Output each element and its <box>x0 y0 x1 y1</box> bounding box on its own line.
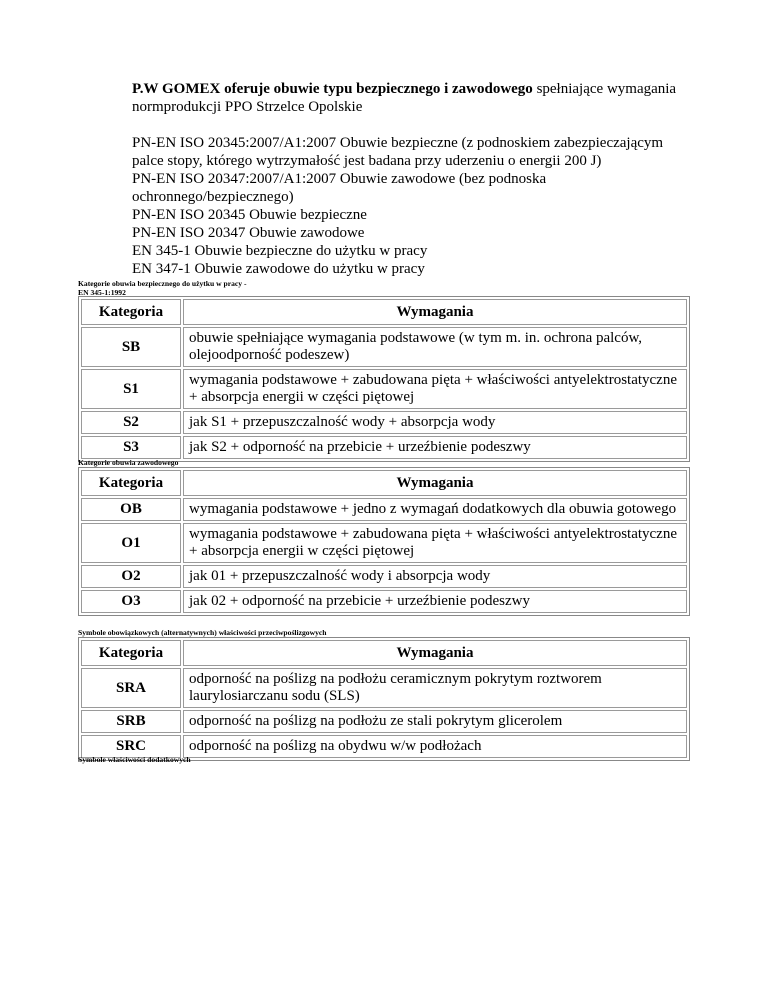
header-wymagania: Wymagania <box>183 299 687 325</box>
standard-item: EN 347-1 Obuwie zawodowe do użytku w pracy <box>132 261 425 277</box>
table-caption-antislip: Symbole obowiązkowych (alternatywnych) właściwości przeciwpoślizgowych <box>78 628 327 637</box>
table-row <box>81 411 687 434</box>
table-row <box>81 590 687 613</box>
footer-caption: Symbole właściwości dodatkowych <box>78 755 191 764</box>
table-caption-safety: Kategorie obuwia bezpiecznego do użytku w pracy - EN 345-1:1992 <box>78 279 247 297</box>
requirement-cell: odporność na poślizg na podłożu ze stali pokrytym glicerolem <box>183 710 687 733</box>
requirement-cell: odporność na poślizg na podłożu ceramicznym pokrytym roztworem laurylosiarczanu sodu (SLS) <box>183 668 687 708</box>
category-cell: SRB <box>81 710 181 733</box>
header-kategoria: Kategoria <box>81 299 181 325</box>
requirement-cell: wymagania podstawowe + zabudowana pięta + właściwości antyelektrostatyczne + absorpcja energii w części piętowej <box>183 523 687 563</box>
header-kategoria: Kategoria <box>81 470 181 496</box>
table-header-row <box>81 640 687 666</box>
table-row <box>81 523 687 563</box>
standards-list <box>132 134 692 278</box>
table-row <box>81 565 687 588</box>
requirement-cell: odporność na poślizg na obydwu w/w podłożach <box>183 735 687 758</box>
requirement-cell: wymagania podstawowe + jedno z wymagań dodatkowych dla obuwia gotowego <box>183 498 687 521</box>
company-name: P.W GOMEX oferuje obuwie typu bezpiecznego i zawodowego <box>132 81 533 97</box>
requirement-cell: jak S1 + przepuszczalność wody + absorpcja wody <box>183 411 687 434</box>
category-cell: S2 <box>81 411 181 434</box>
table-header-row <box>81 299 687 325</box>
table-row <box>81 436 687 459</box>
standard-item: PN-EN ISO 20345:2007/A1:2007 Obuwie bezpieczne (z podnoskiem zabezpieczającym palce stopy, którego wytrzymałość jest badana przy uderzeniu o energii 200 J) <box>132 135 664 169</box>
category-cell: SRA <box>81 668 181 708</box>
header-kategoria: Kategoria <box>81 640 181 666</box>
category-cell: OB <box>81 498 181 521</box>
category-cell: O1 <box>81 523 181 563</box>
intro-section <box>132 80 692 278</box>
header-wymagania: Wymagania <box>183 470 687 496</box>
requirement-cell: wymagania podstawowe + zabudowana pięta + właściwości antyelektrostatyczne + absorpcja energii w części piętowej <box>183 369 687 409</box>
category-cell: SB <box>81 327 181 367</box>
requirement-cell: jak 01 + przepuszczalność wody i absorpcja wody <box>183 565 687 588</box>
category-cell: S1 <box>81 369 181 409</box>
table-row <box>81 668 687 708</box>
requirement-cell: jak 02 + odporność na przebicie + urzeźbienie podeszwy <box>183 590 687 613</box>
table-antislip-symbols <box>78 637 690 761</box>
category-cell: O3 <box>81 590 181 613</box>
table-safety-footwear <box>78 296 690 462</box>
standard-item: EN 345-1 Obuwie bezpieczne do użytku w pracy <box>132 243 428 259</box>
category-cell: O2 <box>81 565 181 588</box>
standard-item: PN-EN ISO 20345 Obuwie bezpieczne <box>132 207 367 223</box>
requirement-cell: obuwie spełniające wymagania podstawowe (w tym m. in. ochrona palców, olejoodporność podeszew) <box>183 327 687 367</box>
table-row <box>81 710 687 733</box>
table-row <box>81 369 687 409</box>
intro-lead-rest: spełniające wymagania normprodukcji PPO Strzelce Opolskie <box>132 81 677 115</box>
table-row <box>81 498 687 521</box>
standard-item: PN-EN ISO 20347:2007/A1:2007 Obuwie zawodowe (bez podnoska ochronnego/bezpiecznego) <box>132 171 547 205</box>
intro-lead <box>132 80 692 116</box>
table-row <box>81 327 687 367</box>
standard-item: PN-EN ISO 20347 Obuwie zawodowe <box>132 225 365 241</box>
table-occupational-footwear <box>78 467 690 616</box>
category-cell: S3 <box>81 436 181 459</box>
table-header-row <box>81 470 687 496</box>
requirement-cell: jak S2 + odporność na przebicie + urzeźbienie podeszwy <box>183 436 687 459</box>
category-cell: SRC <box>81 735 181 758</box>
header-wymagania: Wymagania <box>183 640 687 666</box>
table-caption-occupational: Kategorie obuwia zawodowego <box>78 458 179 467</box>
